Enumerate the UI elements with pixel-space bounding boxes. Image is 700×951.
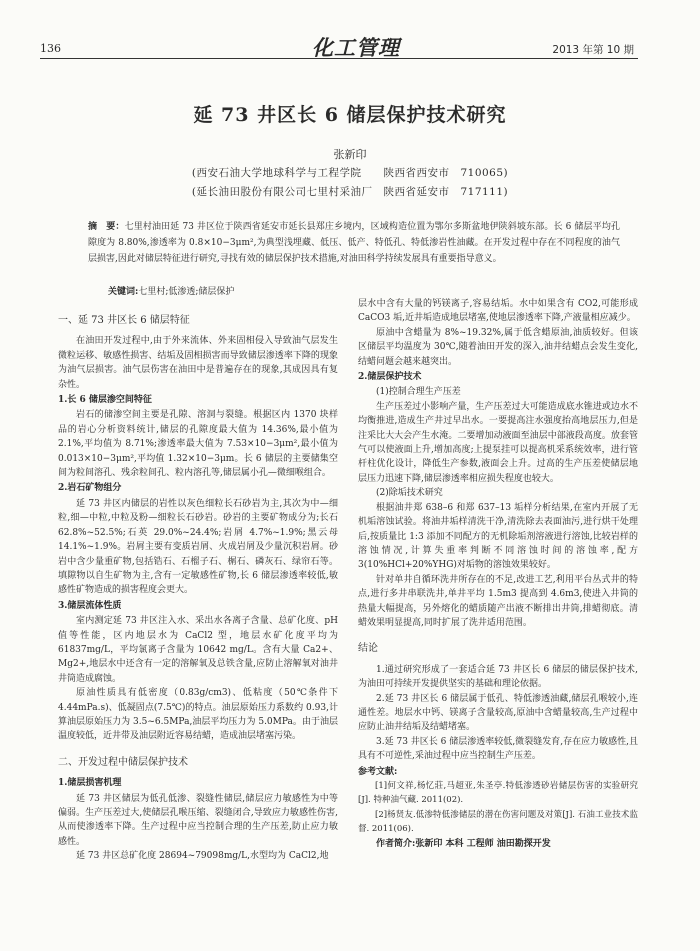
list-item: (2)除垢技术研究: [376, 488, 443, 499]
paragraph: 室内测定延 73 井区注入水、采出水各离子含量、总矿化度、pH 值等性能，区内地层水为 CaCl2 型，地层水矿化度平均为 61837mg/L，平均氯离子含量为 10642 mg/L。含有大量 Ca2+、Mg2+,地层水中还含有一定的溶解氧及总铁含量,应防止溶解氧对油井井筒造成腐蚀。: [58, 616, 338, 684]
subheading: 1.储层损害机理: [58, 778, 122, 789]
keywords-text: 七里村;低渗透;储层保护: [138, 287, 235, 297]
conclusion-item: 1.通过研究形成了一套适合延 73 井区长 6 储层的储层保护技术,为油田可持续开发提供坚实的基础和理论依据。: [358, 664, 638, 690]
conclusion-item: 2.延 73 井区长 6 储层属于低孔、特低渗透油藏,储层孔喉较小,连通性差。地层水中钙、镁离子含量较高,原油中含蜡量较高,生产过程中应防止油井结垢及结蜡堵塞。: [358, 693, 638, 733]
paragraph: 生产压差过小影响产量，生产压差过大可能造成底水锥进或边水不均衡推进,造成生产井过早出水。一要提高注水强度抬高地层压力,但是注采比大大会产生水淹。二要增加动液面至油层中部液段高度。放套管气可以使液面上升,增加高度;上提泵挂可以提高机采系统效率，进行管杆柱优化设计，降低生产参数,液面会上升。过高的生产压差使储层地层压力迅速下降,储层渗透率相应损失程度也较大。: [358, 401, 638, 484]
paragraph: 原油性质具有低密度（0.83g/cm3)、低粘度（50℃条件下 4.44mPa.s)、低凝固点(7.5℃)的特点。油层原始压力系数约 0.93,计算油层原始压力为 3.5~6.5MPa,油层平均压力为 5.0MPa。由于油层温度较低，近井带及油层附近容易结蜡，造成油层堵塞污染。: [58, 688, 338, 742]
reference-item: [2]杨贤友.低渗特低渗储层的潜在伤害问题及对策[J]. 石油工业技术监督. 2011(06).: [358, 809, 638, 835]
header-rule: [40, 58, 638, 59]
subheading: 1.长 6 储层渗空间特征: [58, 395, 152, 406]
page-number: 136: [40, 42, 61, 55]
keywords: [108, 284, 234, 297]
paper-title: 延 73 井区长 6 储层保护技术研究: [193, 104, 507, 126]
abstract-label: 摘 要：: [88, 222, 125, 232]
conclusion-heading: 结论: [358, 643, 378, 655]
paragraph: 延 73 井区储层为低孔低渗、裂缝性储层,储层应力敏感性为中等偏弱。生产压差过大,使储层孔喉压缩、裂缝闭合,导致应力敏感性伤害,从而使渗透率下降。生产过程中应当控制合理的生产压差,防止应力敏感性。: [58, 793, 338, 847]
author: 张新印: [333, 148, 367, 161]
abstract: [88, 219, 620, 267]
paragraph: 岩石的储渗空间主要是孔隙、溶洞与裂缝。根据区内 1370 块样品的岩心分析资料统计,储层的孔隙度最大值为 14.36%,最小值为 2.1%,平均值为 8.71%;渗透率最大值为 7.53×10−3μm²,最小值为 0.013×10−3μm²,平均值 1.32×10−3μm。长 6 储层的主要储集空间为粒间溶孔、残余粒间孔、粒内溶孔等,储层属小孔—微细喉组合。: [58, 410, 338, 479]
affiliation-2: (延长油田股份有限公司七里村采油厂 陕西省延安市 717111): [191, 186, 509, 198]
reference-item: [1]何文祥,杨忆莊,马超亚,朱圣亭.特低渗透砂岩储层伤害的实验研究[J]. 特种油气藏. 2011(02).: [358, 781, 638, 806]
subheading: 3.储层流体性质: [58, 600, 122, 611]
paragraph: 原油中含蜡量为 8%~19.32%,属于低含蜡原油,油质较好。但该区储层平均温度为 30℃,随着油田开发的深入,油井结蜡点会发生变化,结蜡问题会越来越突出。: [358, 327, 638, 367]
paragraph: 延 73 井区内储层的岩性以灰色细粒长石砂岩为主,其次为中—细粒,细—中粒,中粒及粉—细粒长石砂岩。砂岩的主要矿物成分为;长石 62.8%~52.5%;石英 29.0%~24.4%;岩屑 4.7%~1.9%;黑云母 14.1%~1.9%。岩屑主要有变质岩屑、火成岩屑及少量沉积岩屑。砂岩中含少量重矿物,包括锆石、石榴子石、榍石、磷灰石、绿帘石等。填隙物以自生矿物为主,含有一定敏感性矿物,长 6 储层渗透率较低,敏感性矿物造成的损害程度会更大。: [58, 498, 338, 596]
subheading: 2.岩石矿物组分: [58, 483, 122, 494]
paragraph: 延 73 井区总矿化度 28694~79098mg/L,水型均为 CaCl2,地: [76, 851, 329, 862]
section-heading-1: 一、延 73 井区长 6 储层特征: [58, 315, 190, 326]
affiliation-1: (西安石油大学地球科学与工程学院 陕西省西安市 710065): [191, 167, 509, 179]
list-item: (1)控制合理生产压差: [376, 387, 461, 398]
paragraph: 针对单井自循环洗井所存在的不足,改进工艺,利用平台丛式井的特点,进行多井串联洗井,单井平均 1.5m3 提高到 4.6m3,使进入井筒的热量大幅提高，另外熔化的蜡质随产出液不断排出井筒,排蜡彻底。清蜡效果明显提高,同时扩展了洗井适用范围。: [358, 574, 638, 628]
right-column: [358, 297, 638, 851]
author-bio: 作者简介:张新印 本科 工程师 油田勘探开发: [376, 838, 551, 849]
issue-label: 2013 年第 10 期: [552, 44, 634, 56]
journal-logo: 化工管理: [312, 35, 400, 60]
paragraph: 根据油井郑 638–6 和郑 637–13 垢样分析结果,在室内开展了无机垢溶蚀试验。将油井垢样清洗干净,清洗除去表面油污,进行烘干处理后,按质量比 1:3 添加不同配方的无机除垢剂溶液进行溶蚀,比较岩样的溶蚀情况,计算失重率判断不同溶蚀时间的溶蚀率,配方 3(10%HCl+20%YHG)对垢物的溶蚀效果较好。: [358, 502, 638, 571]
abstract-text: 七里村油田延 73 井区位于陕西省延安市延长县郑庄乡境内，区域构造位置为鄂尔多斯盆地伊陕斜坡东部。长 6 储层平均孔隙度为 8.80%,渗透率为 0.8×10−3μm²,为典型浅埋藏、低压、低产、特低孔、特低渗岩性油藏。在开发过程中存在不同程度的油气层损害,因此对储层特征进行研究,寻找有效的储层保护技术措施,对油田科学持续发展具有重要指导意义。: [88, 222, 620, 264]
conclusion-item: 3.延 73 井区长 6 储层渗透率较低,微裂缝发育,存在应力敏感性,且具有不可逆性,采油过程中应当控制生产压差。: [358, 736, 638, 762]
paragraph: 层水中含有大量的钙镁离子,容易结垢。水中如果含有 CO2,可能形成 CaCO3 垢,近井垢造成地层堵塞,使地层渗透率下降,产液量相应减少。: [358, 299, 638, 324]
references-heading: 参考文献:: [358, 766, 398, 777]
left-column: [58, 302, 338, 864]
subheading: 2.储层保护技术: [358, 372, 422, 383]
section-heading-2: 二、开发过程中储层保护技术: [58, 756, 188, 768]
keywords-label: 关键词:: [108, 287, 139, 297]
paragraph: 在油田开发过程中,由于外来流体、外来固相侵入导致油气层发生微粒运移、敏感性损害、结垢及固相损害而导致储层渗透率下降的现象为油气层损害。油气层伤害在油田中是普遍存在的现象,其成因具有复杂性。: [58, 336, 338, 390]
